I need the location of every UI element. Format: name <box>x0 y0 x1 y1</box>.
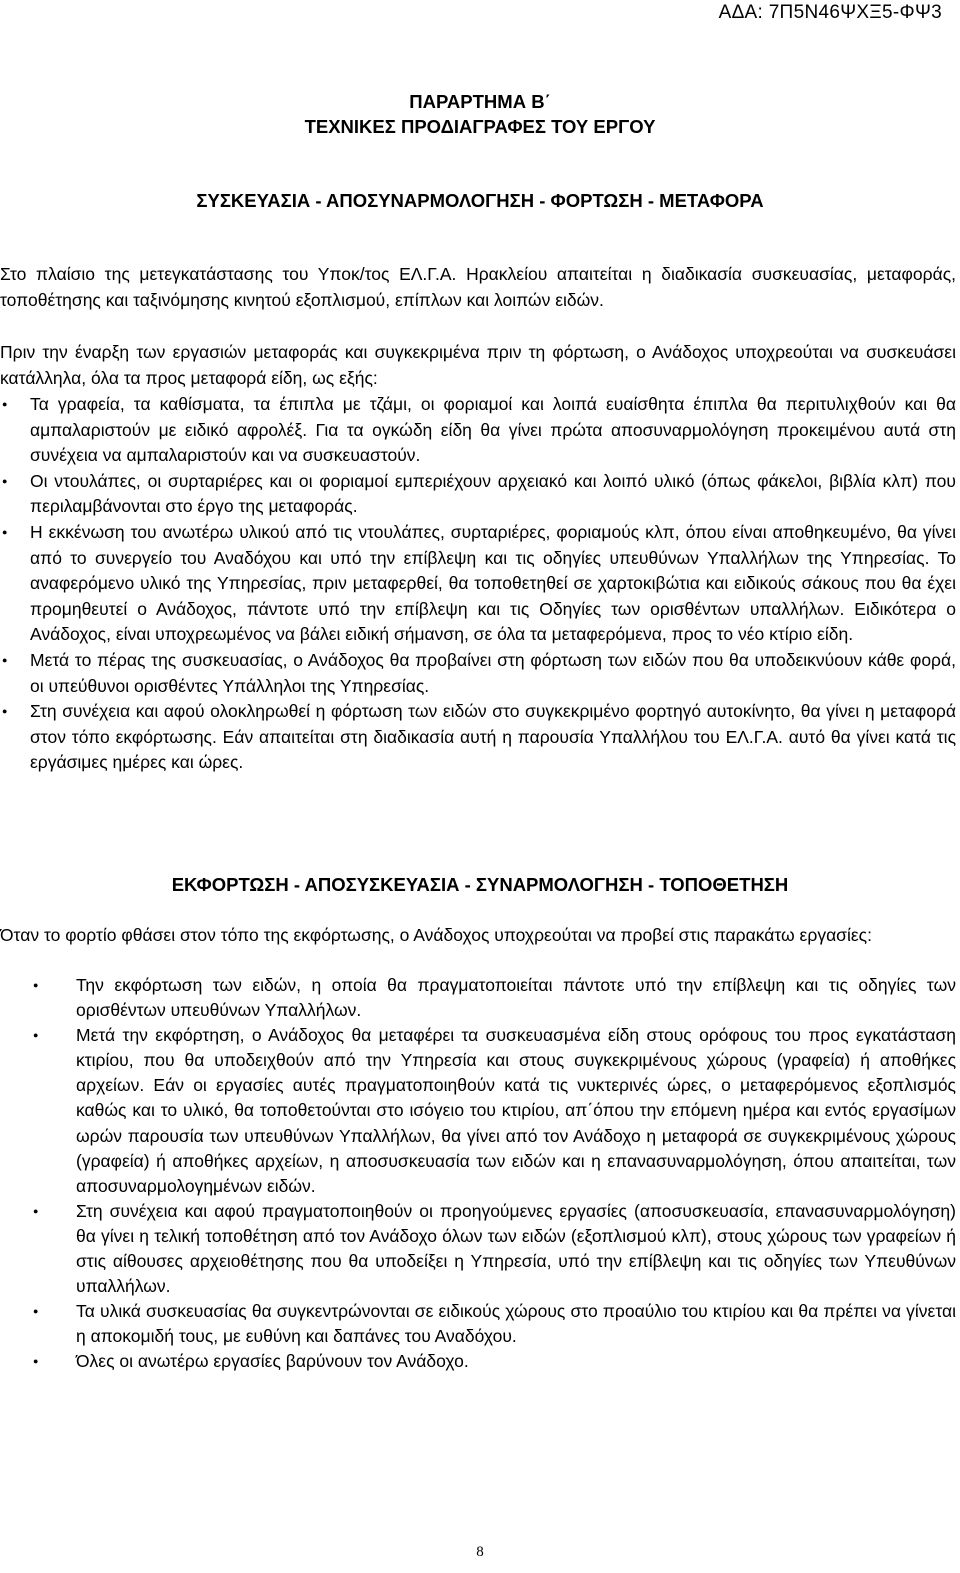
list-item: ● Την εκφόρτωση των ειδών, η οποία θα πραγματοποιείται πάντοτε υπό την επίβλεψη και τις οδηγίες των ορισθέντων υπευθύνων Υπαλλήλων. <box>76 973 956 1023</box>
list-item: ● Τα γραφεία, τα καθίσματα, τα έπιπλα με τζάμι, οι φοριαμοί και λοιπά ευαίσθητα έπιπλα θα περιτυλιχθούν και θα αμπαλαριστούν με ειδικό αφρολέξ. Για τα ογκώδη είδη θα γίνει πρώτα αποσυναρμολόγηση προκειμένου αυτά στη συνέχεια να αμπαλαριστούν και να συσκευαστούν. <box>30 392 956 469</box>
page-number: 8 <box>476 1544 484 1560</box>
section1-lead: Πριν την έναρξη των εργασιών μεταφοράς και συγκεκριμένα πριν τη φόρτωση, ο Ανάδοχος υποχρεούται να συσκευάσει κατάλληλα, όλα τα προς μεταφορά είδη, ως εξής: <box>0 342 956 388</box>
section2-heading: ΕΚΦΟΡΤΩΣΗ - ΑΠΟΣΥΣΚΕΥΑΣΙΑ - ΣΥΝΑΡΜΟΛΟΓΗΣΗ - ΤΟΠΟΘΕΤΗΣΗ <box>171 874 789 895</box>
list-item: ● Μετά την εκφόρτηση, ο Ανάδοχος θα μεταφέρει τα συσκευασμένα είδη στους ορόφους του προς εγκατάσταση κτιρίου, που θα υποδειχθούν από την Υπηρεσία και στους συγκεκριμένους χώρους (γραφεία) ή αποθήκες αρχείων. Εάν οι εργασίες αυτές πραγματοποιηθούν κατά τις νυκτερινές ώρες, ο μεταφερόμενος εξοπλισμός καθώς και το υλικό, θα τοποθετούνται στο ισόγειο του κτιρίου, απ΄όπου την επόμενη ημέρα και εντός εργασίμων ωρών παρουσία των υπευθύνων Υπαλλήλων, θα γίνει από τον Ανάδοχο η μεταφορά σε συγκεκριμένους χώρους (γραφεία) ή αποθήκες αρχείων, η αποσυσκευασία των ειδών και η επανασυναρμολόγηση, όπου απαιτείται, των αποσυναρμολογημένων ειδών. <box>76 1023 956 1199</box>
list-item: ● Οι ντουλάπες, οι συρταριέρες και οι φοριαμοί εμπεριέχουν αρχειακό και λοιπό υλικό (όπως φάκελοι, βιβλία κλπ) που περιλαμβάνονται στο έργο της μεταφοράς. <box>30 469 956 520</box>
ada-code: ΑΔΑ: 7Π5Ν46ΨΧΞ5-ΦΨ3 <box>718 2 942 23</box>
annex-title: ΠΑΡΑΡΤΗΜΑ Β΄ <box>409 91 551 112</box>
list-item: ● Στη συνέχεια και αφού ολοκληρωθεί η φόρτωση των ειδών στο συγκεκριμένο φορτηγό αυτοκίνητο, θα γίνει η μεταφορά στον τόπο εκφόρτωσης. Εάν απαιτείται στη διαδικασία αυτή η παρουσία Υπαλλήλου του ΕΛ.Γ.Α. αυτό θα γίνει κατά τις εργάσιμες ημέρες και ώρες. <box>30 699 956 776</box>
section1-heading: ΣΥΣΚΕΥΑΣΙΑ - ΑΠΟΣΥΝΑΡΜΟΛΟΓΗΣΗ - ΦΟΡΤΩΣΗ - ΜΕΤΑΦΟΡΑ <box>196 190 764 211</box>
section2-list <box>76 973 956 1375</box>
list-item: ● Όλες οι ανωτέρω εργασίες βαρύνουν τον Ανάδοχο. <box>76 1349 956 1374</box>
list-item: ● Στη συνέχεια και αφού πραγματοποιηθούν οι προηγούμενες εργασίες (αποσυσκευασία, επανασυναρμολόγηση) θα γίνει η τελική τοποθέτηση από τον Ανάδοχο όλων των ειδών (εξοπλισμού κλπ), στους χώρους των γραφείων ή στις αίθουσες αρχειοθέτησης που θα υποδείξει η Υπηρεσία, υπό την επίβλεψη και τις οδηγίες των Υπευθύνων υπαλλήλων. <box>76 1199 956 1299</box>
section2-lead: Όταν το φορτίο φθάσει στον τόπο της εκφόρτωσης, ο Ανάδοχος υποχρεούται να προβεί στις παρακάτω εργασίες: <box>0 925 872 945</box>
list-item: ● Τα υλικά συσκευασίας θα συγκεντρώνονται σε ειδικούς χώρους στο προαύλιο του κτιρίου και θα πρέπει να γίνεται η αποκομιδή τους, με ευθύνη και δαπάνες του Αναδόχου. <box>76 1299 956 1349</box>
list-item: ● Μετά το πέρας της συσκευασίας, ο Ανάδοχος θα προβαίνει στη φόρτωση των ειδών που θα υποδεικνύουν κάθε φορά, οι υπεύθυνοι ορισθέντες Υπάλληλοι της Υπηρεσίας. <box>30 648 956 699</box>
list-item: ● Η εκκένωση του ανωτέρω υλικού από τις ντουλάπες, συρταριέρες, φοριαμούς κλπ, όπου είναι αποθηκευμένο, θα γίνει από το συνεργείο του Αναδόχου και υπό την επίβλεψη και τις οδηγίες υπευθύνων Υπαλλήλων της Υπηρεσίας. Το αναφερόμενο υλικό της Υπηρεσίας, πριν μεταφερθεί, θα τοποθετηθεί σε χαρτοκιβώτια και ειδικούς σάκους που θα έχει προμηθευτεί ο Ανάδοχος, πάντοτε υπό την επίβλεψη και τις Οδηγίες των ορισθέντων υπαλλήλων. Ειδικότερα ο Ανάδοχος, είναι υποχρεωμένος να βάλει ειδική σήμανση, σε όλα τα μεταφερόμενα, προς το νέο κτίριο είδη. <box>30 520 956 648</box>
section1-list <box>30 392 956 776</box>
section1-intro: Στο πλαίσιο της μετεγκατάστασης του Υποκ/τος ΕΛ.Γ.Α. Ηρακλείου απαιτείται η διαδικασία συσκευασίας, μεταφοράς, τοποθέτησης και ταξινόμησης κινητού εξοπλισμού, επίπλων και λοιπών ειδών. <box>0 264 956 310</box>
specs-title: ΤΕΧΝΙΚΕΣ ΠΡΟΔΙΑΓΡΑΦΕΣ ΤΟΥ ΕΡΓΟΥ <box>304 116 656 137</box>
